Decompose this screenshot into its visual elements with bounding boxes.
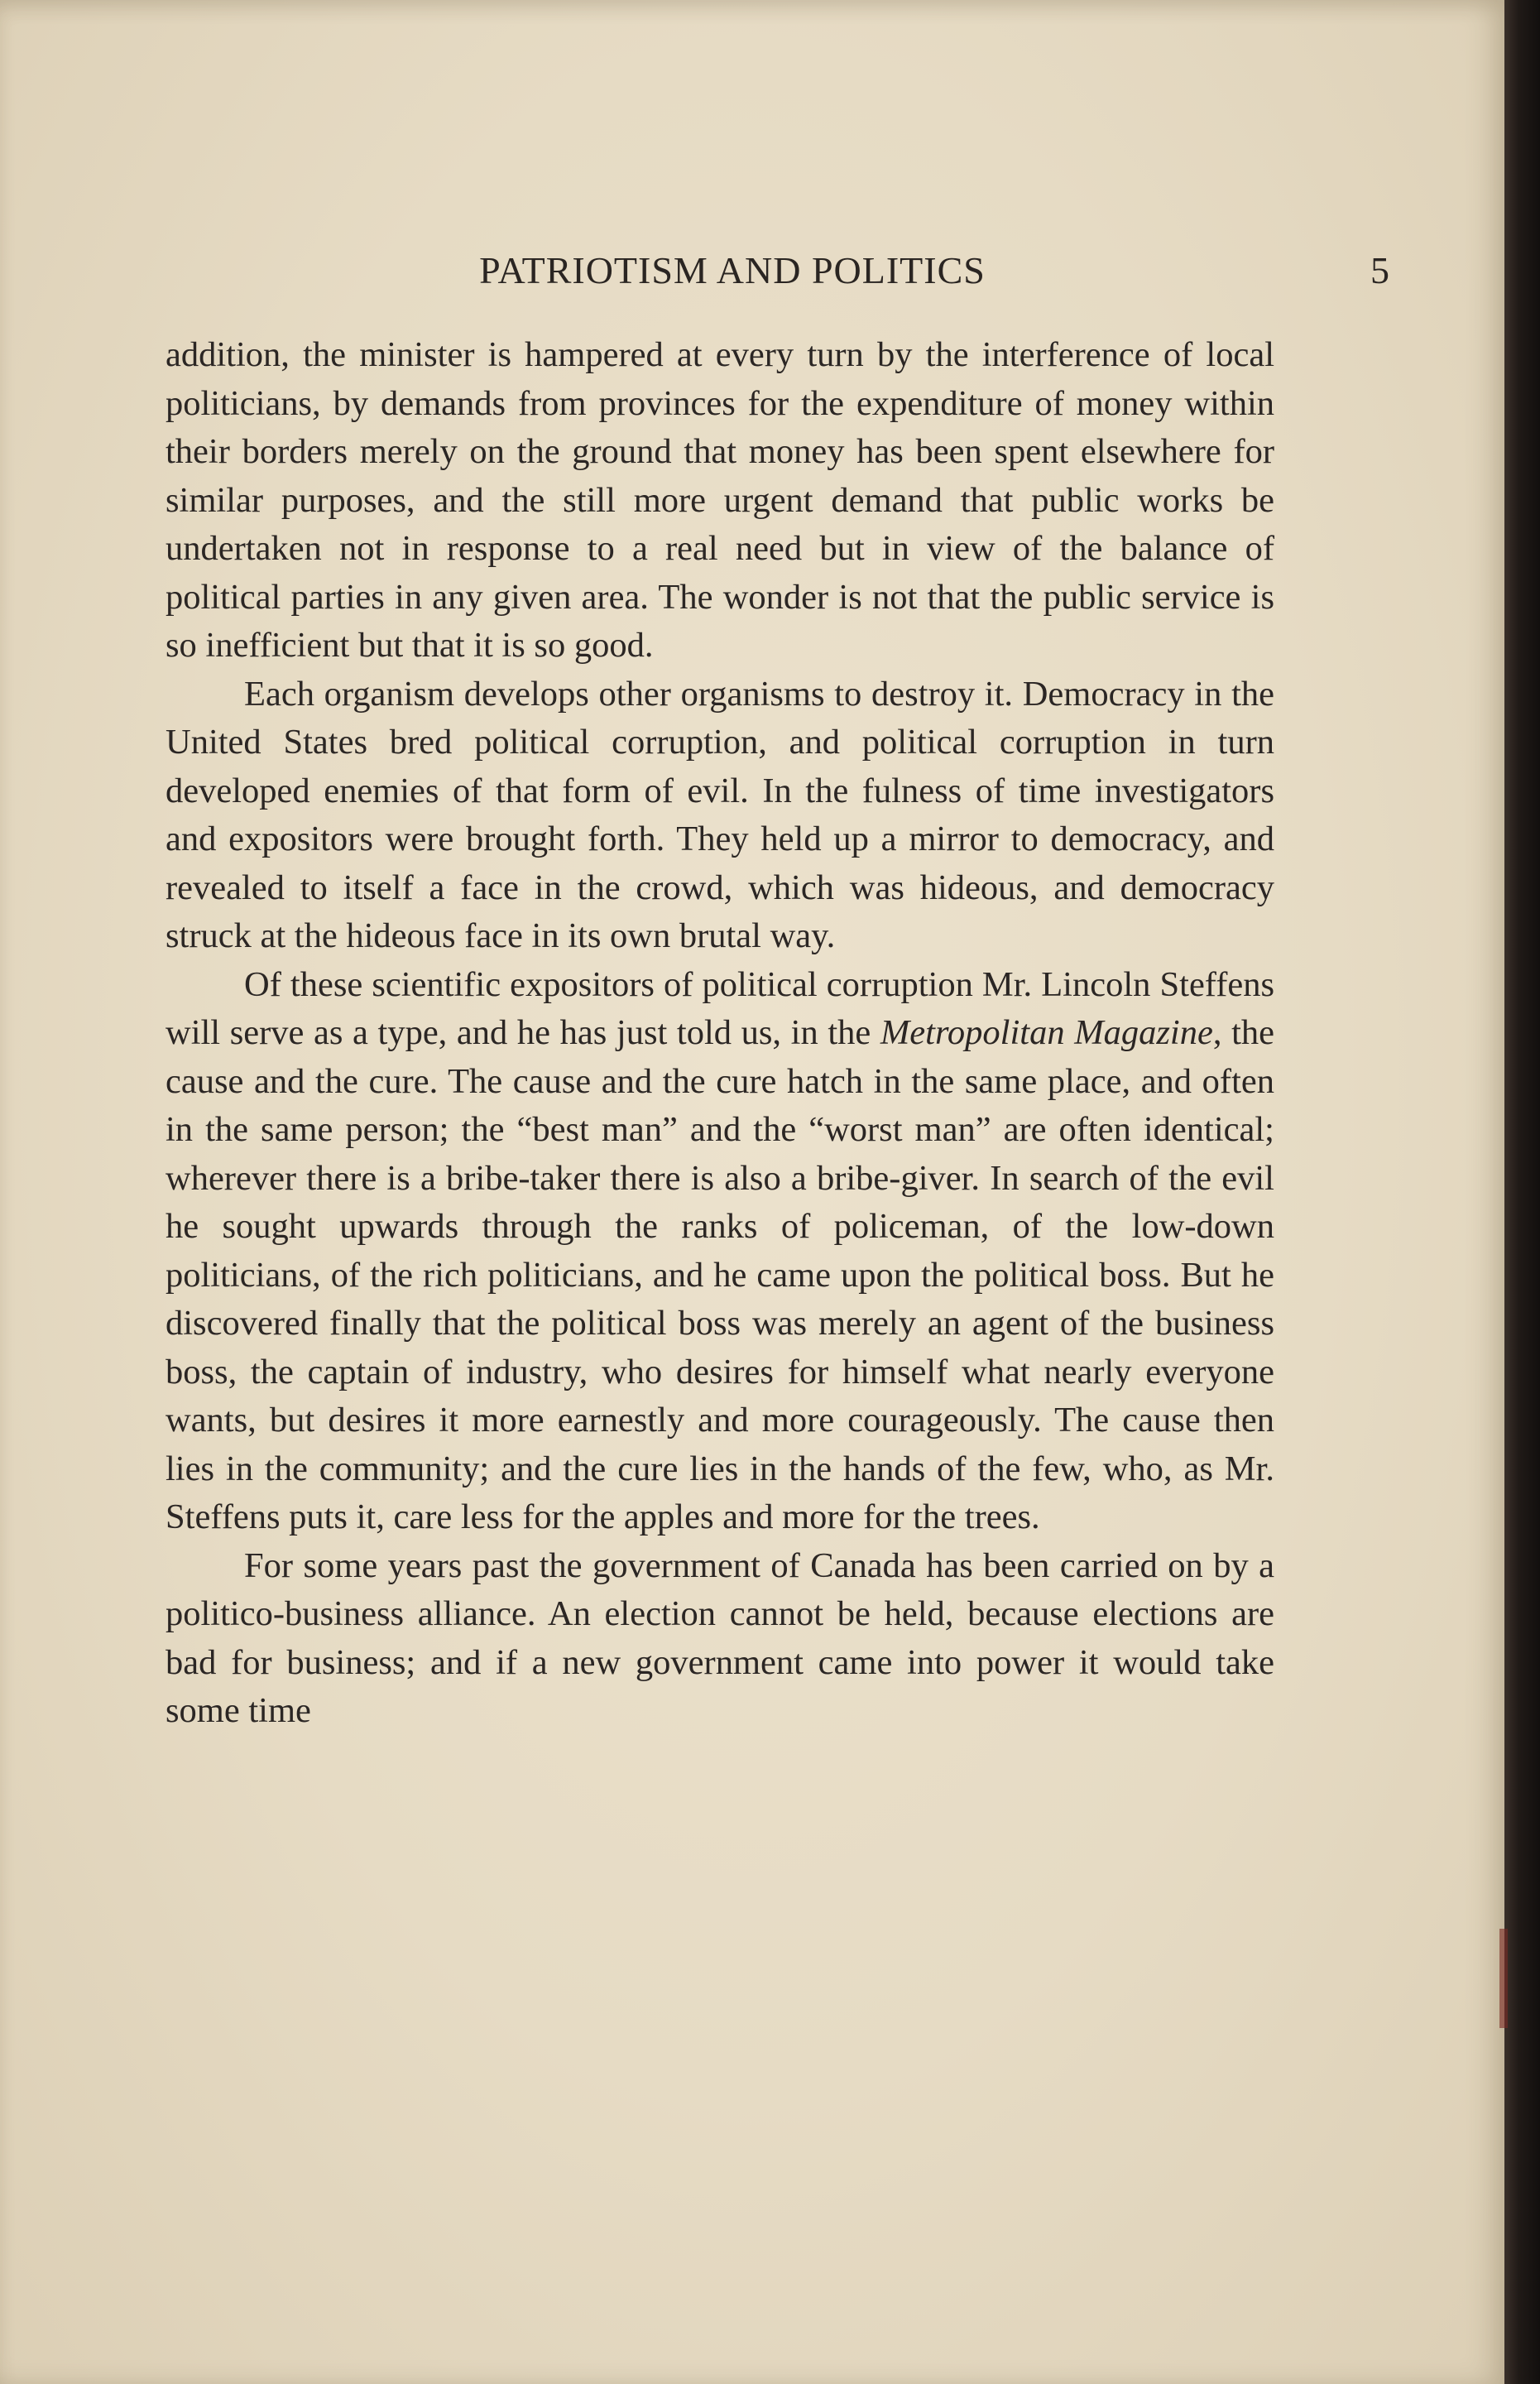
paragraph-3 [166, 961, 1274, 1542]
book-edge [1504, 0, 1540, 2384]
paragraph-3-text-a: Of these scientific expositors of political corruption Mr. Lincoln Steffens will serve as a type, and he has just told us, in the [166, 964, 1274, 1052]
page-number: 5 [1370, 249, 1390, 291]
paragraph-2: Each organism develops other organisms to destroy it. Democracy in the United States bred political corruption, and political corruption in turn developed enemies of that form of evil. In the fulness of time investigators and expositors were brought forth. They held up a mirror to democracy, and revealed to itself a face in the crowd, which was hideous, and democracy struck at the hideous face in its own brutal way. [166, 674, 1274, 955]
paragraph-3-text-b: , the cause and the cure. The cause and the cure hatch in the same place, and often in the same person; the “best man” and the “worst man” are often identical; wherever there is a bribe-taker there is also a bribe-giver. In search of the evil he sought upwards through the ranks of policeman, of the low-down politicians, of the rich politicians, and he came upon the political boss. But he discovered finally that the political boss was merely an agent of the business boss, the captain of industry, who desires for himself what nearly everyone wants, but desires it more earnestly and more courageously. The cause then lies in the community; and the cure lies in the hands of the few, who, as Mr. Steffens puts it, care less for the apples and more for the trees. [166, 1013, 1275, 1536]
paragraph-4: For some years past the government of Canada has been carried on by a politico-business alliance. An election cannot be held, because elections are bad for business; and if a new government came into power it would take some time [166, 1545, 1274, 1730]
running-head [166, 248, 1390, 298]
magazine-title: Metropolitan Magazine [880, 1013, 1213, 1052]
ribbon-edge [1499, 1929, 1508, 2028]
body-text [166, 331, 1274, 1736]
running-title: PATRIOTISM AND POLITICS [479, 249, 986, 291]
paragraph-1: addition, the minister is hampered at every turn by the interference of local politicians, by demands from provinces for the expenditure of money within their borders merely on the ground that money has been spent elsewhere for similar purposes, and the still more urgent demand that public works be undertaken not in response to a real need but in view of the balance of political parties in any given area. The wonder is not that the public service is so inefficient but that it is so good. [166, 335, 1274, 665]
